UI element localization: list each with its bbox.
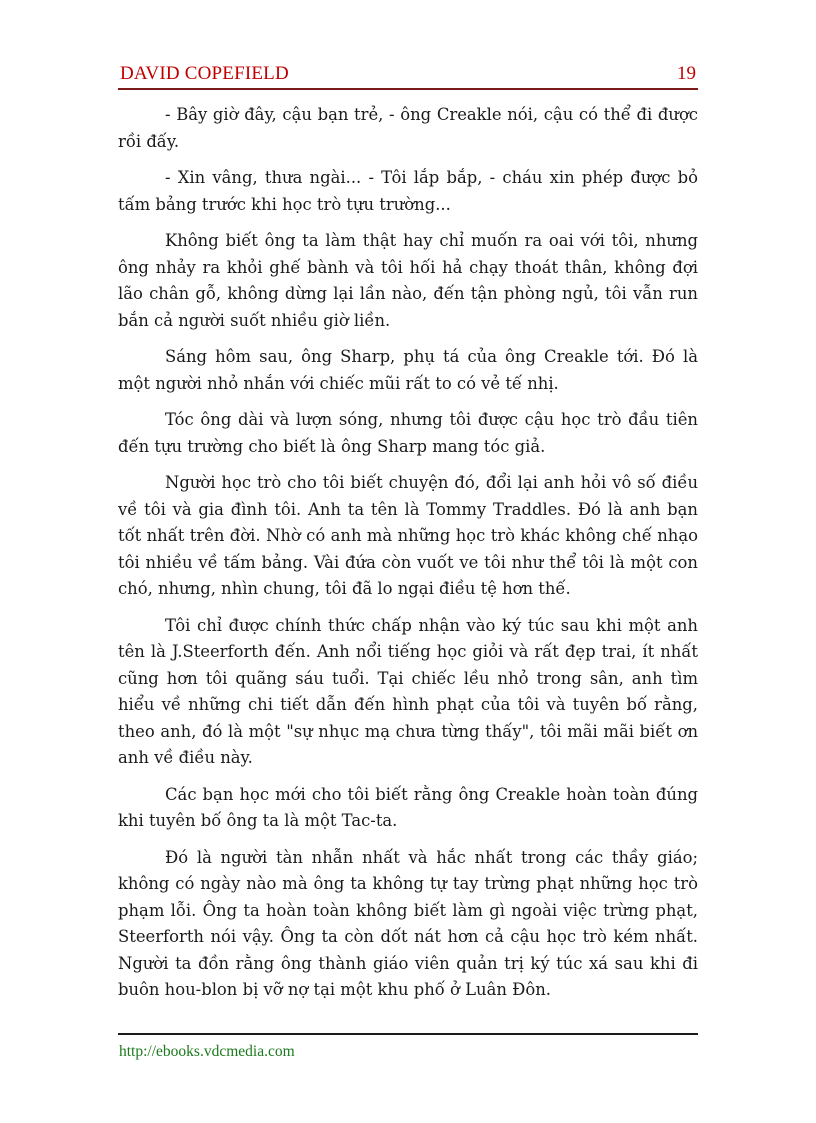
paragraph: Sáng hôm sau, ông Sharp, phụ tá của ông Creakle tới. Đó là một người nhỏ nhắn với chiếc mũi rất to có vẻ tế nhị. (118, 347, 698, 393)
paragraph: Đó là người tàn nhẫn nhất và hắc nhất trong các thầy giáo; không có ngày nào mà ông ta không tự tay trừng phạt những học trò phạm lỗi. Ông ta hoàn toàn không biết làm gì ngoài việc trừng phạt, Steerforth nói vậy. Ông ta còn dốt nát hơn cả cậu học trò kém nhất. Người ta đồn rằng ông thành giáo viên quản trị ký túc xá sau khi đi buôn hou-blon bị vỡ nợ tại một khu phố ở Luân Đôn. (118, 847, 698, 999)
footer-url-link[interactable]: http://ebooks.vdcmedia.com (119, 1043, 295, 1060)
paragraph: Tóc ông dài và lượn sóng, nhưng tôi được cậu học trò đầu tiên đến tựu trường cho biết là ông Sharp mang tóc giả. (118, 410, 698, 456)
paragraph: Các bạn học mới cho tôi biết rằng ông Creakle hoàn toàn đúng khi tuyên bố ông ta là một Tac-ta. (118, 784, 698, 830)
page-body (118, 102, 698, 1014)
footer-divider (118, 1033, 698, 1035)
page-number: 19 (677, 63, 696, 84)
paragraph: - Bây giờ đây, cậu bạn trẻ, - ông Creakle nói, cậu có thể đi được rồi đấy. (118, 105, 698, 151)
book-title: DAVID COPEFIELD (120, 63, 289, 84)
page-header (118, 62, 698, 90)
paragraph: Không biết ông ta làm thật hay chỉ muốn ra oai với tôi, nhưng ông nhảy ra khỏi ghế bành và tôi hối hả chạy thoát thân, không đợi lão chân gỗ, không dừng lại lần nào, đến tận phòng ngủ, tôi vẫn run bắn cả người suốt nhiều giờ liền. (118, 231, 698, 330)
paragraph: Người học trò cho tôi biết chuyện đó, đổi lại anh hỏi vô số điều về tôi và gia đình tôi. Anh ta tên là Tommy Traddles. Đó là anh bạn tốt nhất trên đời. Nhờ có anh mà những học trò khác không chế nhạo tôi nhiều về tấm bảng. Vài đứa còn vuốt ve tôi như thể tôi là một con chó, nhưng, nhìn chung, tôi đã lo ngại điều tệ hơn thế. (118, 473, 698, 598)
paragraph: Tôi chỉ được chính thức chấp nhận vào ký túc sau khi một anh tên là J.Steerforth đến. Anh nổi tiếng học giỏi và rất đẹp trai, ít nhất cũng hơn tôi quãng sáu tuổi. Tại chiếc lều nhỏ trong sân, anh tìm hiểu về những chi tiết dẫn đến hình phạt của tôi và tuyên bố rằng, theo anh, đó là một "sự nhục mạ chưa từng thấy", tôi mãi mãi biết ơn anh về điều này. (118, 615, 698, 767)
paragraph: - Xin vâng, thưa ngài... - Tôi lắp bắp, - cháu xin phép được bỏ tấm bảng trước khi học trò tựu trường... (118, 168, 698, 214)
